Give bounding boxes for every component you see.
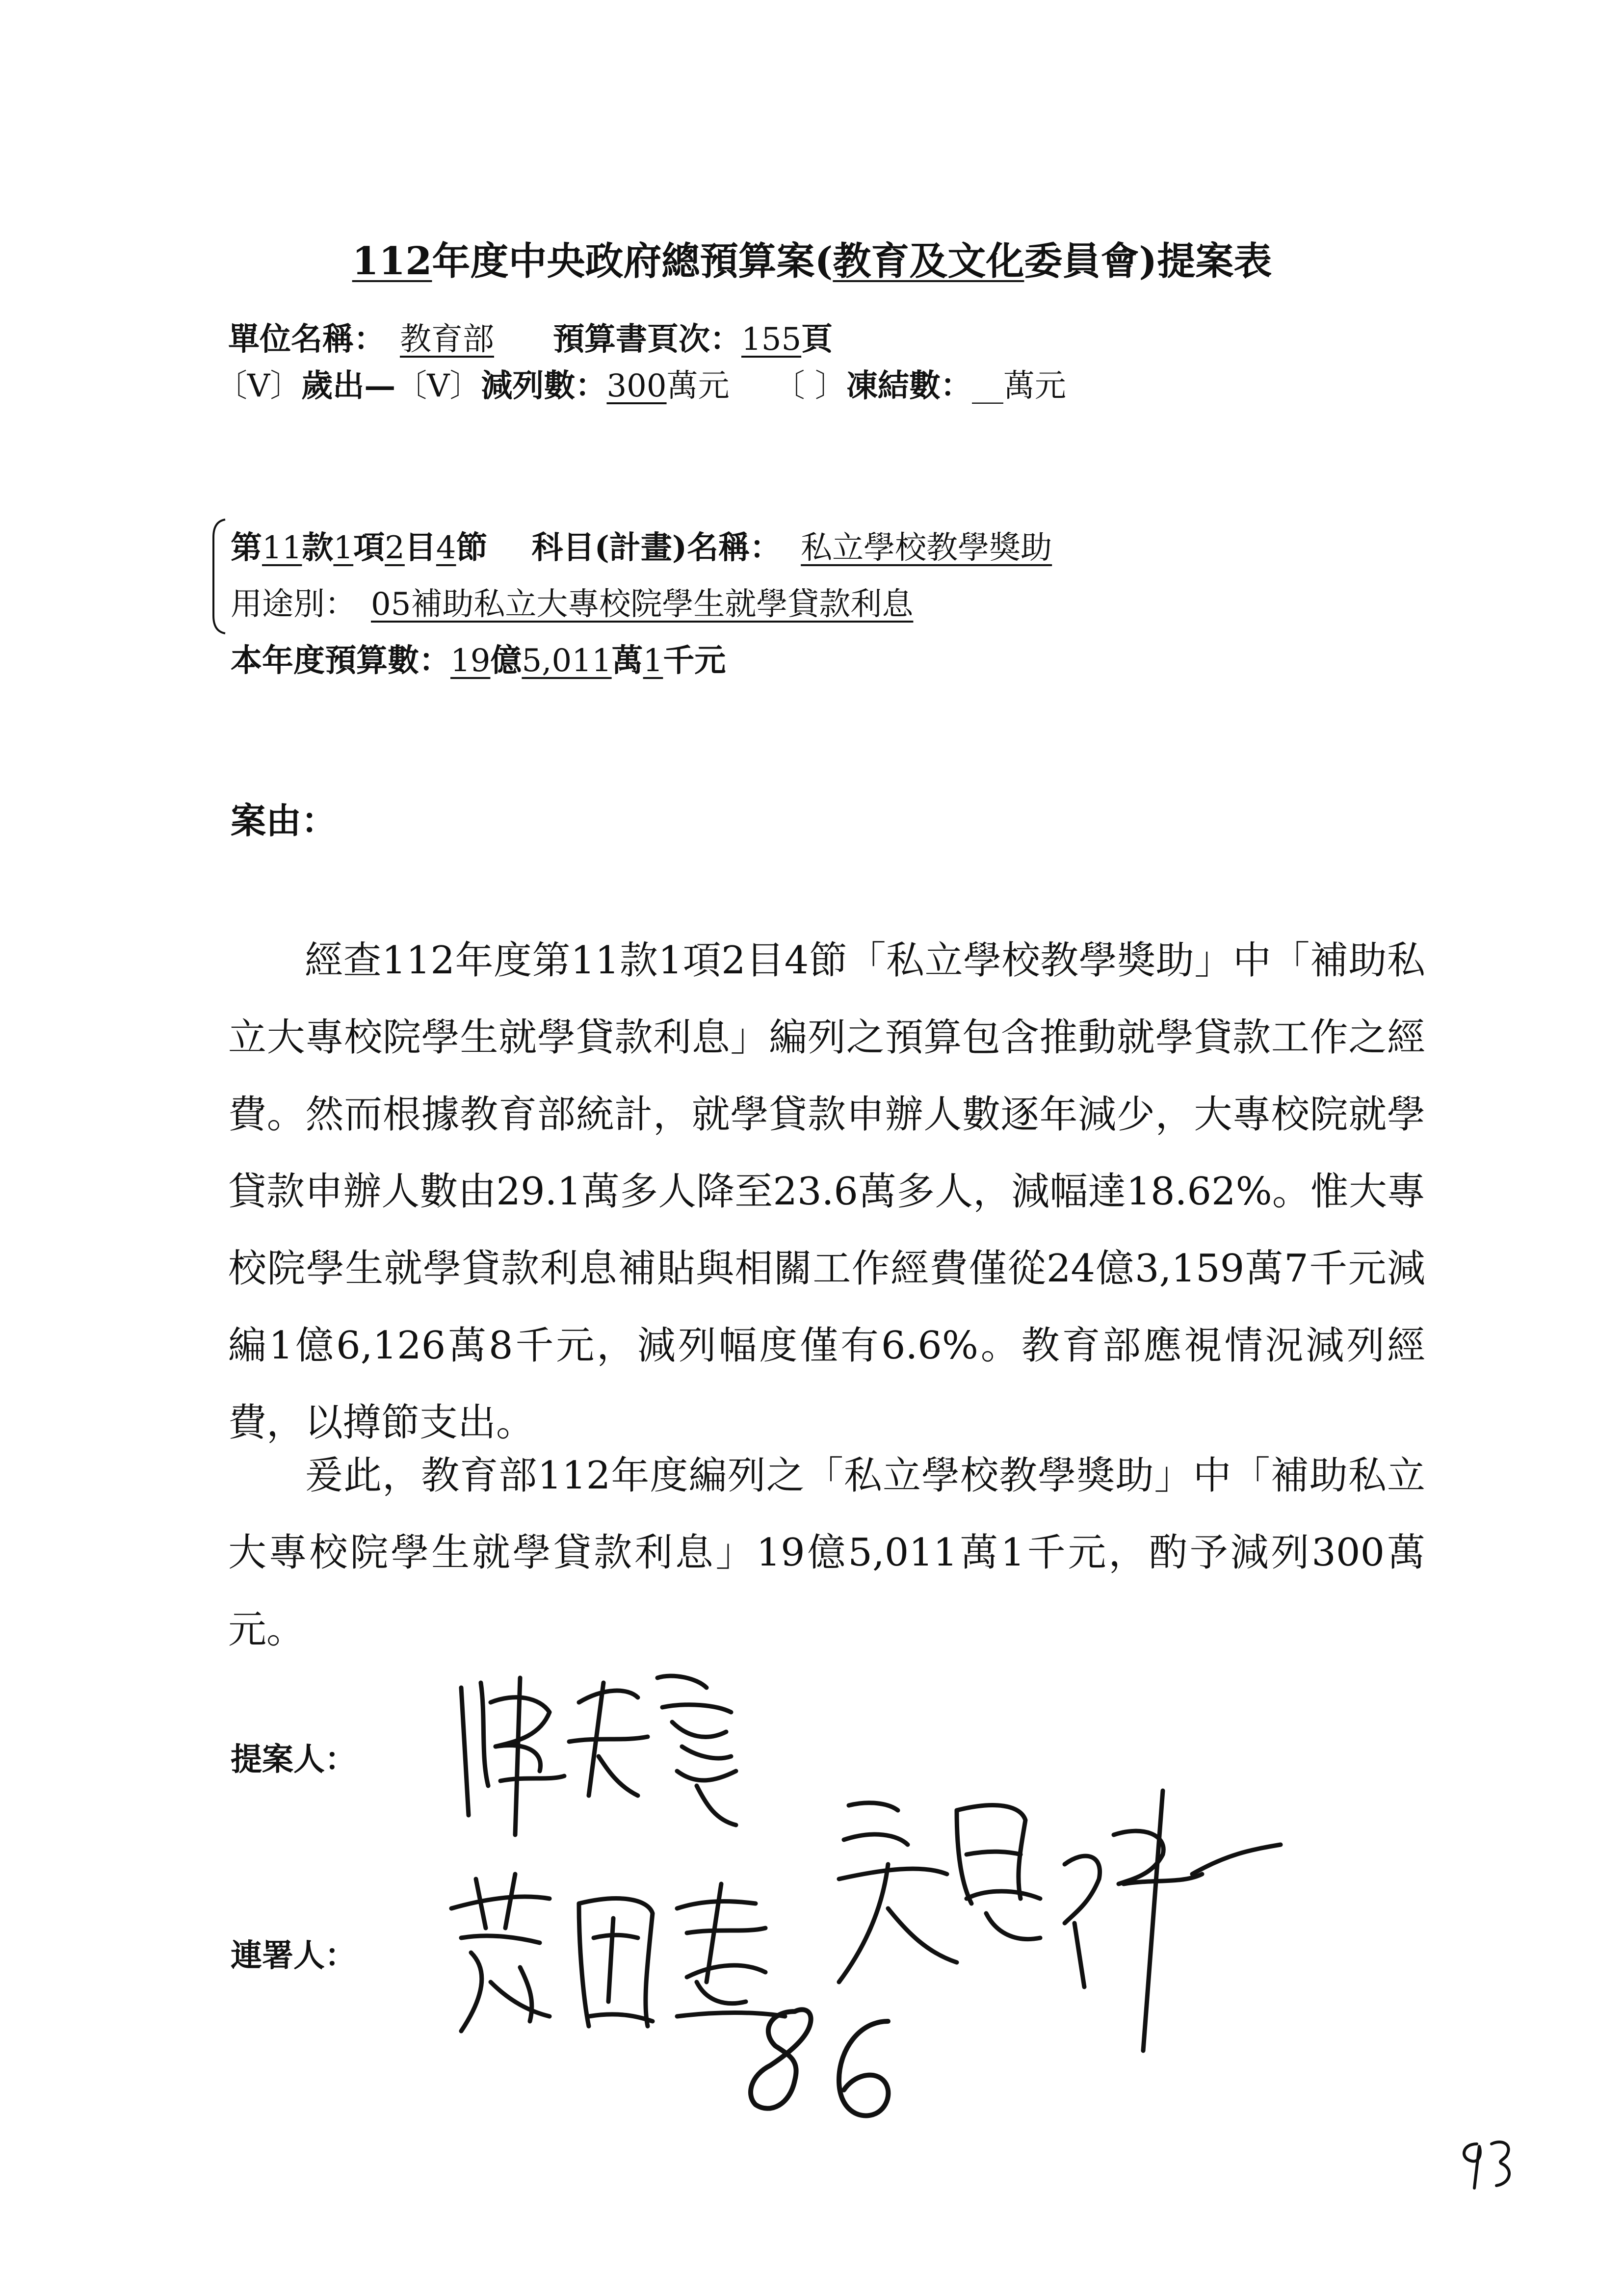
- budget-yi-unit: 億: [490, 642, 522, 679]
- freeze-value: __: [971, 368, 1003, 404]
- cut-label: 減列數：: [481, 367, 607, 404]
- title-committee: 教育及文化: [833, 239, 1024, 284]
- item-jie-value: 4: [436, 530, 456, 566]
- page-number: [1452, 2134, 1521, 2193]
- item-bracket: [209, 518, 228, 635]
- usage-value: 05補助私立大專校院學生就學貸款利息: [371, 586, 914, 623]
- page-unit: 頁: [801, 321, 833, 358]
- cut-value: 300: [606, 368, 667, 404]
- item-jie-suffix: 節: [456, 529, 488, 566]
- unit-label: 單位名稱：: [228, 321, 385, 358]
- budget-label: 本年度預算數：: [231, 642, 450, 679]
- cut-unit: 萬元: [666, 368, 730, 404]
- handwritten-number-image: [741, 1992, 908, 2139]
- cut-line: [216, 361, 1066, 406]
- freeze-checkbox: 〔 〕: [773, 368, 846, 404]
- budget-qian-value: 1: [643, 643, 663, 679]
- cut-checkbox: 〔V〕: [395, 368, 481, 404]
- item-xiang-suffix: 項: [353, 529, 385, 566]
- page-value: 155: [741, 321, 802, 358]
- item-name-value: 私立學校教學獎助: [801, 530, 1052, 566]
- reason-paragraph-1-block: [228, 922, 1425, 1461]
- proposer-label: 提案人：: [231, 1741, 356, 1778]
- reason-heading: 案由：: [231, 800, 337, 841]
- budget-qian-unit: 千元: [663, 642, 726, 679]
- item-name-label: 科目(計畫)名稱：: [531, 529, 782, 566]
- item-kuan-suffix: 款: [302, 529, 334, 566]
- reason-paragraph-2-block: [228, 1437, 1425, 1669]
- item-line: [231, 522, 1072, 568]
- title-text-2: 委員會)提案表: [1024, 239, 1272, 284]
- usage-label: 用途別：: [231, 586, 356, 623]
- item-kuan-value: 11: [262, 530, 302, 566]
- item-mu-value: 2: [385, 530, 405, 566]
- title-year: 112: [352, 239, 432, 284]
- budget-line: [231, 635, 726, 680]
- budget-wan-unit: 萬: [611, 642, 643, 679]
- budget-yi-value: 19: [450, 643, 491, 679]
- proposer-signature-image: [442, 1658, 756, 1845]
- cosigner-label: 連署人：: [231, 1937, 356, 1974]
- expenditure-checkbox: 〔V〕: [216, 368, 302, 404]
- proposer-signature: [442, 1658, 756, 1845]
- reason-paragraph-2: 爰此，教育部112年度編列之「私立學校教學獎助」中「補助私立大專校院學生就學貸款利息」19億5,011萬1千元，酌予減列300萬元。: [228, 1454, 1425, 1652]
- expenditure-label: 歲出—: [301, 367, 396, 404]
- title-text-1: 年度中央政府總預算案(: [432, 239, 833, 284]
- handwritten-number: [741, 1992, 908, 2139]
- reason-paragraph-1: 經查112年度第11款1項2目4節「私立學校教學獎助」中「補助私立大專校院學生就學貸款利息」編列之預算包含推動就學貸款工作之經費。然而根據教育部統計，就學貸款申辦人數逐年減少，大專校院就學貸款申辦人數由29.1萬多人降至23.6萬多人，減幅達18.62%。惟大專校院學生就學貸款利息補貼與相關工作經費僅從24億3,159萬7千元減編1億6,126萬8千元，減列幅度僅有6.6%。教育部應視情況減列經費，以撙節支出。: [228, 939, 1425, 1445]
- freeze-unit: 萬元: [1003, 368, 1066, 404]
- unit-value: 教育部: [400, 321, 494, 358]
- usage-line: [231, 579, 928, 624]
- item-xiang-value: 1: [333, 530, 354, 566]
- page-number-image: [1452, 2134, 1521, 2193]
- budget-wan-value: 5,011: [522, 643, 612, 679]
- unit-line: [228, 314, 833, 359]
- item-mu-suffix: 目: [404, 529, 436, 566]
- item-kuan-prefix: 第: [231, 529, 262, 566]
- freeze-label: 凍結數：: [846, 367, 972, 404]
- document-title: [0, 231, 1624, 286]
- page-label: 預算書頁次：: [553, 321, 741, 358]
